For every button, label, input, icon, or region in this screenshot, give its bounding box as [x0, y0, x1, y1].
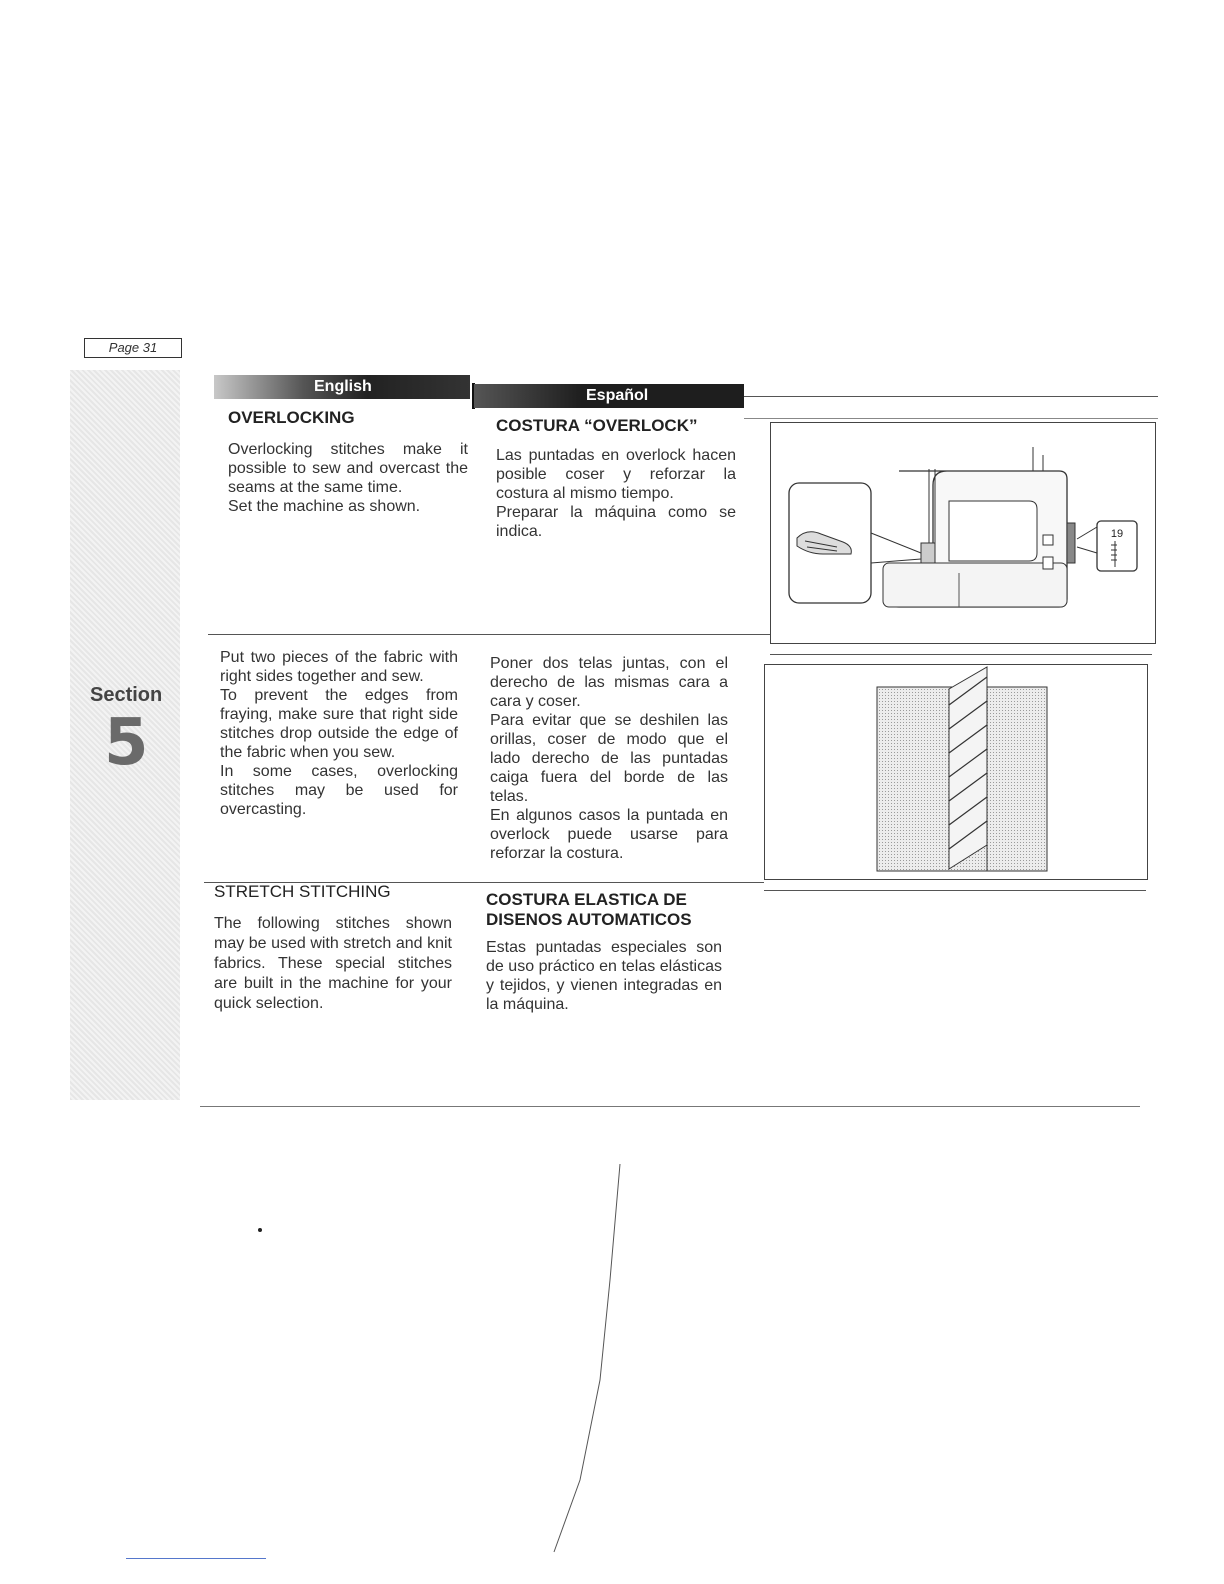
stretch-title-es-1: COSTURA ELASTICA DE: [486, 890, 687, 909]
header-rule-2: [744, 418, 1158, 419]
section-label: Section: [90, 684, 163, 706]
sewing-instructions-es: [490, 654, 728, 863]
sewing-es-p3: En algunos casos la puntada en overlock puede usarse para reforzar la costura.: [490, 807, 728, 862]
section-rule-1b: [770, 654, 1152, 655]
section-rule-2b: [764, 890, 1146, 891]
tab-spanish: Español: [474, 384, 744, 408]
overlocking-title-en: OVERLOCKING: [228, 408, 355, 427]
sewing-es-p1: Poner dos telas juntas, con el derecho de las mismas cara a cara y coser.: [490, 655, 728, 710]
overlocking-es: [496, 416, 736, 541]
tab-english: English: [214, 375, 470, 399]
overlocking-title-es: COSTURA “OVERLOCK”: [496, 416, 698, 435]
page-number: Page 31: [84, 338, 182, 358]
overlocking-en-p1: Overlocking stitches make it possible to sew and overcast the seams at the same time.: [228, 441, 468, 496]
stretch-es: [486, 890, 722, 1014]
sewing-en-p2: To prevent the edges from fraying, make sure that right side stitches drop outside the edge of the fabric when you sew.: [220, 687, 458, 761]
stretch-es-body: Estas puntadas especiales son de uso práctico en telas elásticas y tejidos, y vienen integradas en la máquina.: [486, 939, 722, 1013]
overlocking-es-p1: Las puntadas en overlock hacen posible coser y reforzar la costura al mismo tiempo.: [496, 447, 736, 502]
overlocking-es-p2: Preparar la máquina como se indica.: [496, 504, 736, 540]
stretch-en: [214, 882, 452, 1014]
stretch-title-en: STRETCH STITCHING: [214, 882, 391, 901]
bottom-rule: [200, 1106, 1140, 1107]
section-rule-1: [208, 634, 770, 635]
overlocking-en: [228, 408, 468, 516]
sewing-en-p3: In some cases, overlocking stitches may be used for overcasting.: [220, 763, 458, 818]
sewing-machine-figure: [770, 422, 1156, 644]
stretch-title-es-2: DISENOS AUTOMATICOS: [486, 910, 692, 929]
header-rule: [744, 396, 1158, 397]
stretch-en-body: The following stitches shown may be used with stretch and knit fabrics. These special stitches are built in the machine for your quick selection.: [214, 915, 452, 1012]
fabric-figure: [764, 664, 1148, 880]
scan-dot: [258, 1228, 262, 1232]
sewing-en-p1: Put two pieces of the fabric with right sides together and sew.: [220, 649, 458, 685]
dial-number: 19: [1110, 528, 1124, 540]
scan-mark: [540, 1160, 630, 1560]
overlocking-en-p2: Set the machine as shown.: [228, 498, 421, 515]
section-number: 5: [104, 706, 149, 780]
scan-line: [126, 1558, 266, 1559]
sewing-instructions-en: [220, 648, 458, 819]
sewing-machine-illustration: [771, 423, 1155, 643]
sewing-es-p2: Para evitar que se deshilen las orillas, coser de modo que el lado derecho de las puntadas caiga fuera del borde de las telas.: [490, 712, 728, 805]
fabric-illustration: [765, 665, 1147, 879]
